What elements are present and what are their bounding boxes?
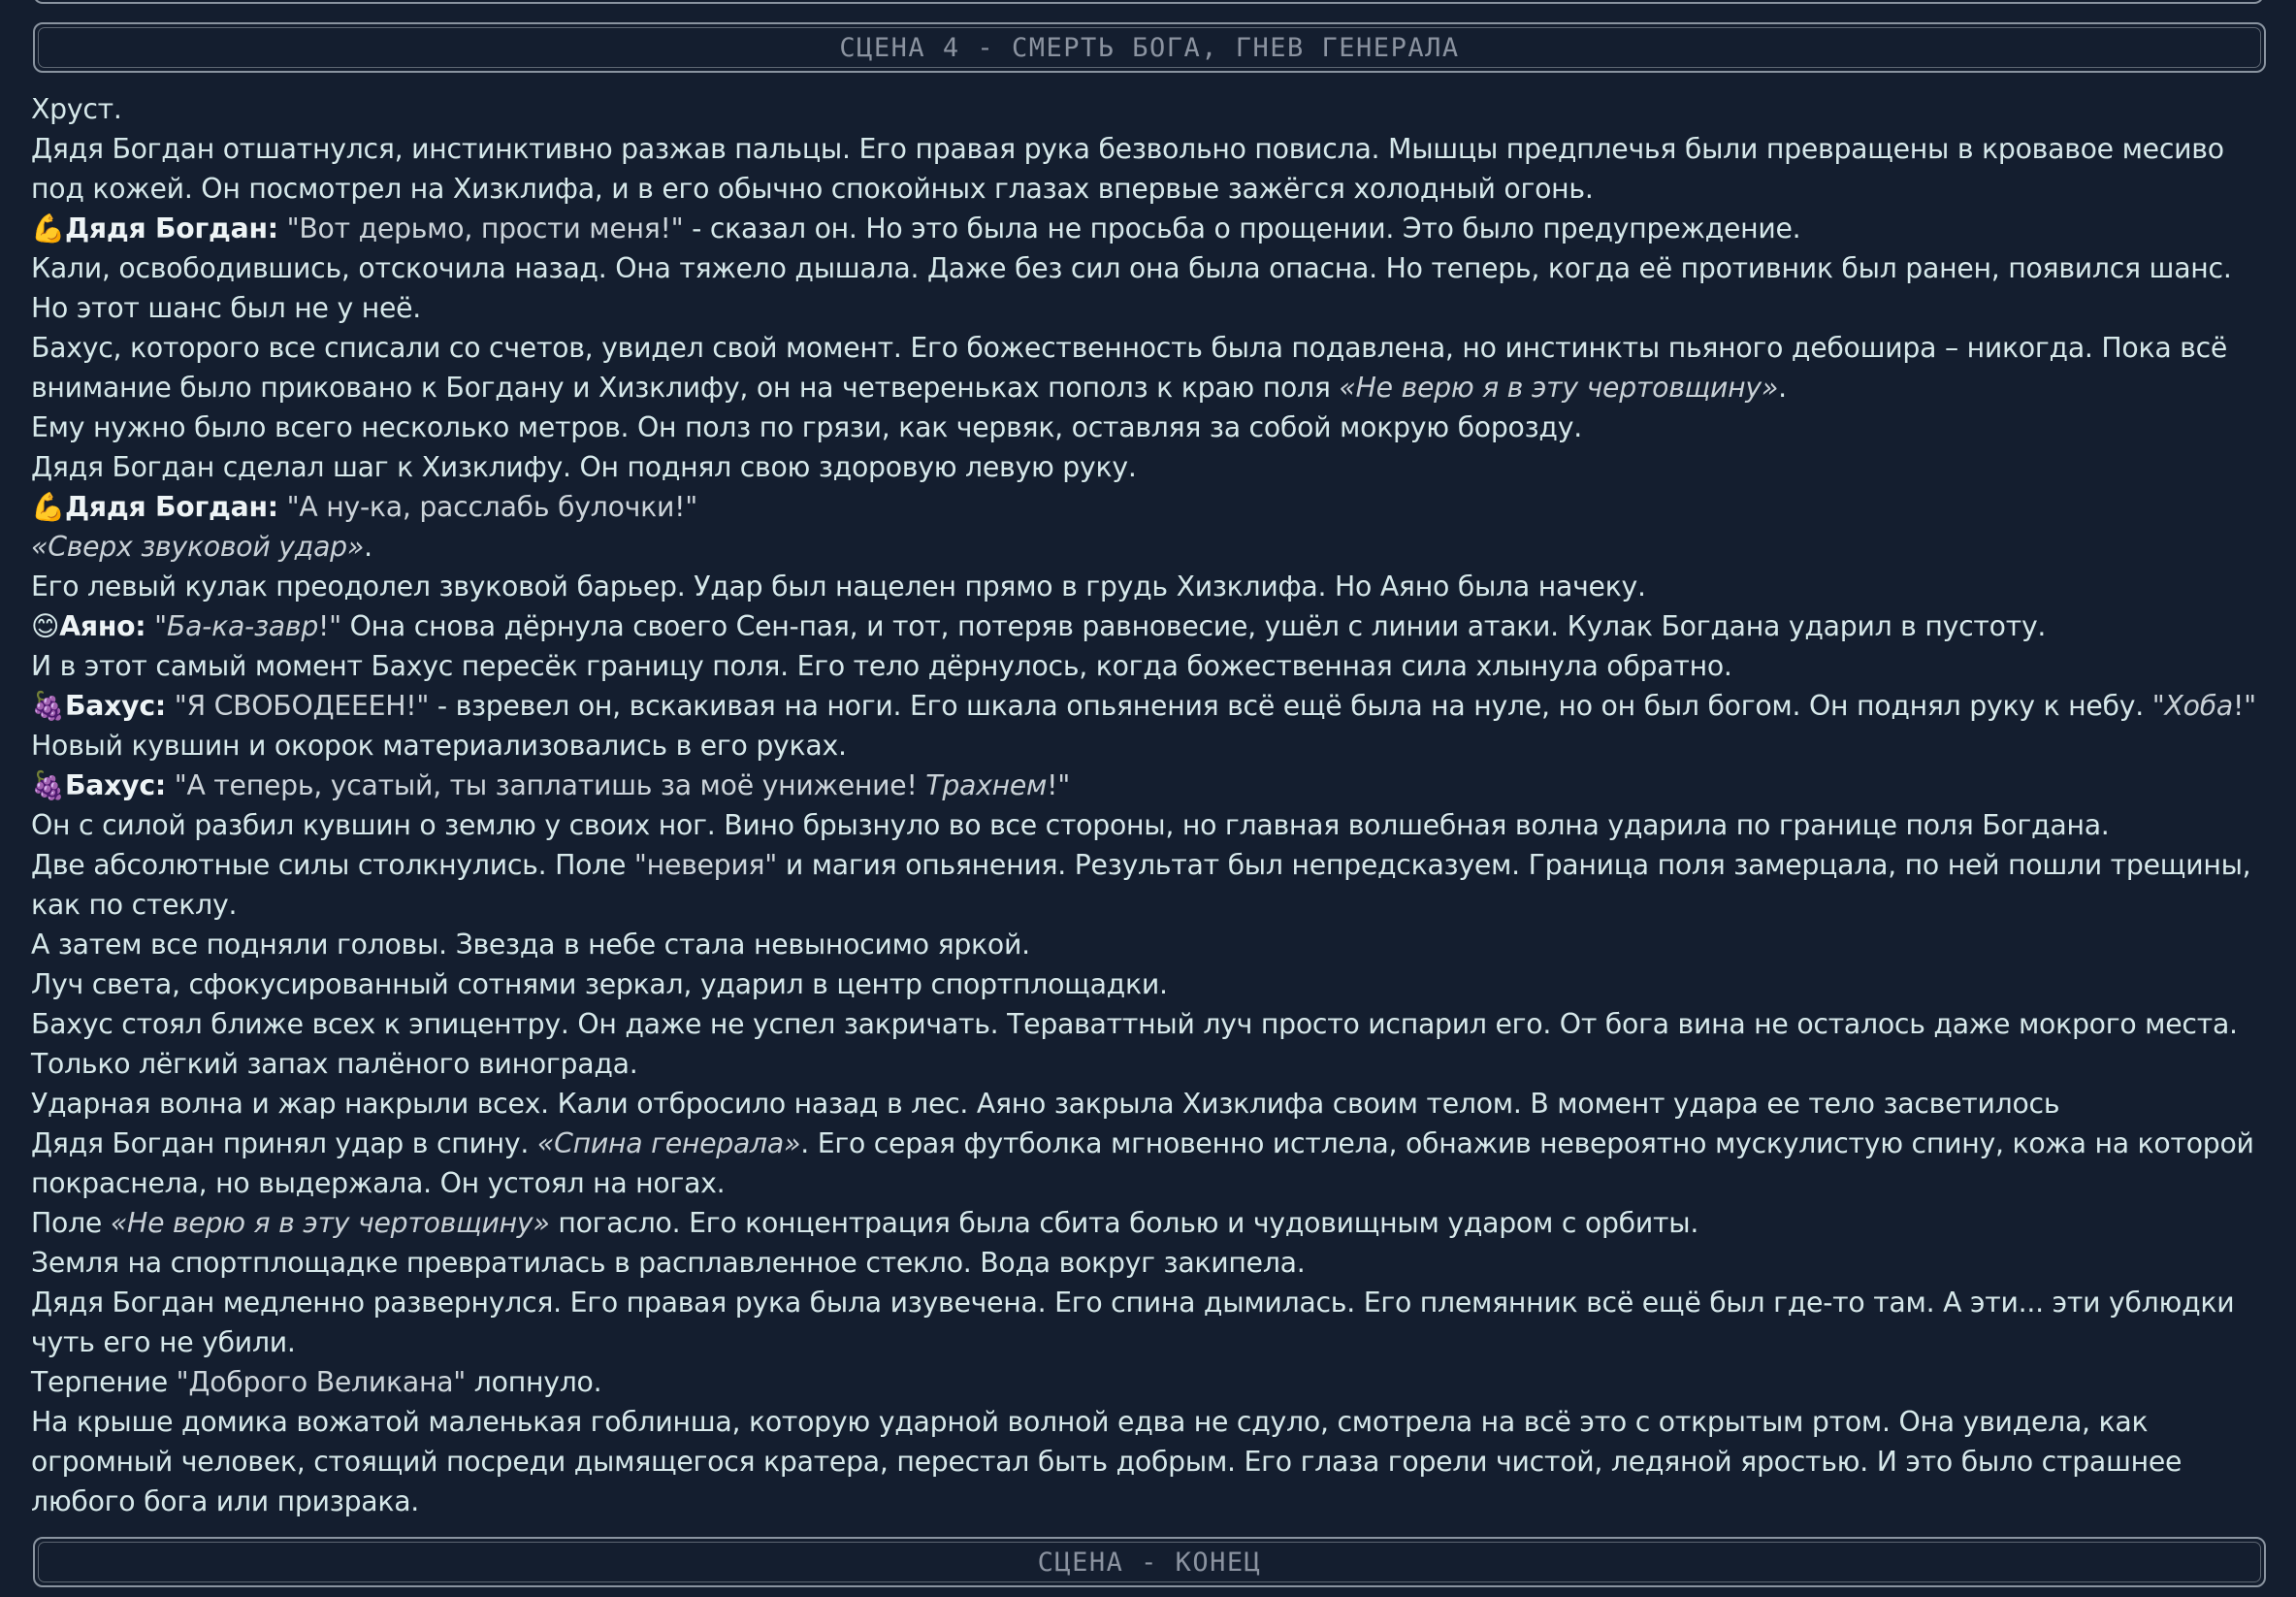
paragraph: И в этот самый момент Бахус пересёк границу поля. Его тело дёрнулось, когда божественная сила хлынула обратно. <box>31 650 1732 682</box>
quoted-term: "неверия" <box>633 849 778 881</box>
grapes-icon: 🍇 <box>31 690 65 722</box>
speech-italic: Ба-ка-завр <box>166 610 319 642</box>
paragraph: Он с силой разбил кувшин о землю у своих ног. Вино брызнуло во все стороны, но главная волшебная волна ударила по границе поля Богдана. <box>31 809 2110 841</box>
scene-title-banner <box>33 22 2266 73</box>
flexed-biceps-icon: 💪 <box>31 212 65 244</box>
narration: Поле <box>31 1207 111 1239</box>
paragraph <box>31 328 2272 407</box>
paragraph: Хруст. <box>31 93 122 125</box>
narration: . Его серая футболка мгновенно истлела, обнажив невероятно мускулистую спину, кожа на которой покраснела, но выдержала. Он устоял на ногах. <box>31 1127 2254 1199</box>
paragraph: Новый кувшин и окорок материализовались в его руках. <box>31 730 847 762</box>
narration: и магия опьянения. Результат был непредсказуем. Граница поля замерцала, по ней пошли трещины, как по стеклу. <box>31 849 2251 921</box>
narration: погасло. Его концентрация была сбита болью и чудовищным ударом с орбиты. <box>549 1207 1699 1239</box>
speech-quote-close: !" <box>1047 769 1070 801</box>
speech-quote-open: " <box>2151 690 2165 722</box>
narration: Бахус, которого все списали со счетов, увидел свой момент. Его божественность была подавлена, но инстинкты пьяного дебошира – никогда. Пока всё внимание было приковано к Богдану и Хизклифу, он на четвереньках пополз к краю поля <box>31 332 2228 404</box>
speaker-name: Аяно: <box>59 610 146 642</box>
paragraph: А затем все подняли головы. Звезда в небе стала невыносимо яркой. <box>31 929 1030 961</box>
speech-italic: Хоба <box>2164 690 2233 722</box>
smiling-face-icon: 😊 <box>31 610 60 642</box>
grapes-icon: 🍇 <box>31 769 65 801</box>
dialogue-line <box>31 766 2272 805</box>
narration: - сказал он. Но это была не просьба о прощении. Это было предупреждение. <box>683 212 1801 244</box>
speaker-name: Бахус: <box>64 769 166 801</box>
narration: . <box>1778 372 1787 404</box>
scene-title: СЦЕНА 4 - СМЕРТЬ БОГА, ГНЕВ ГЕНЕРАЛА <box>839 32 1460 63</box>
paragraph: Кали, освободившись, отскочила назад. Она тяжело дышала. Даже без сил она была опасна. Но теперь, когда её противник был ранен, появился шанс. <box>31 252 2232 284</box>
paragraph: Земля на спортплощадке превратилась в расплавленное стекло. Вода вокруг закипела. <box>31 1247 1306 1279</box>
dialogue-line <box>31 606 2272 646</box>
scene-end-title: СЦЕНА - КОНЕЦ <box>1037 1547 1262 1578</box>
technique-name: «Спина генерала» <box>536 1127 801 1159</box>
paragraph <box>31 1362 2272 1402</box>
narration: Дядя Богдан принял удар в спину. <box>31 1127 537 1159</box>
narration: - взревел он, вскакивая на ноги. Его шкала опьянения всё ещё была на нуле, но он был богом. Он поднял руку к небу. <box>429 690 2152 722</box>
paragraph <box>31 1124 2272 1203</box>
speech: "А теперь, усатый, ты заплатишь за моё унижение! <box>174 769 926 801</box>
narration: . <box>364 531 372 563</box>
paragraph: Ударная волна и жар накрыли всех. Кали отбросило назад в лес. Аяно закрыла Хизклифа своим телом. В момент удара ее тело засветилось <box>31 1088 2060 1120</box>
speech: "А ну-ка, расслабь булочки!" <box>286 491 697 523</box>
previous-block-edge <box>33 0 2264 4</box>
paragraph: Ему нужно было всего несколько метров. Он полз по грязи, как червяк, оставляя за собой мокрую борозду. <box>31 411 1582 443</box>
flexed-biceps-icon: 💪 <box>31 491 65 523</box>
paragraph: Бахус стоял ближе всех к эпицентру. Он даже не успел закричать. Тераваттный луч просто испарил его. От бога вина не осталось даже мокрого места. Только лёгкий запах палёного винограда. <box>31 1008 2238 1080</box>
technique-name: «Не верю я в эту чертовщину» <box>1339 372 1779 404</box>
quoted-term: "Доброго Великана" <box>176 1366 467 1398</box>
narration: Она снова дёрнула своего Сен-пая, и тот, потеряв равновесие, ушёл с линии атаки. Кулак Богдана ударил в пустоту. <box>340 610 2047 642</box>
speech: "Я СВОБОДЕЕЕН!" <box>174 690 430 722</box>
speech-quote-close: !" <box>318 610 341 642</box>
speech-quote-open: " <box>154 610 167 642</box>
paragraph: На крыше домика вожатой маленькая гоблинша, которую ударной волной едва не сдуло, смотрела на всё это с открытым ртом. Она увидела, как огромный человек, стоящий посреди дымящегося кратера, перестал быть добрым. Его глаза горели чистой, ледяной яростью. И это было страшнее любого бога или призрака. <box>31 1406 2183 1517</box>
technique-name: «Не верю я в эту чертовщину» <box>110 1207 550 1239</box>
dialogue-line <box>31 487 2272 527</box>
speaker-name: Дядя Богдан: <box>64 212 278 244</box>
paragraph: Но этот шанс был не у неё. <box>31 292 422 324</box>
speech-italic: Трахнем <box>925 769 1048 801</box>
paragraph: Дядя Богдан отшатнулся, инстинктивно разжав пальцы. Его правая рука безвольно повисла. Мышцы предплечья были превращены в кровавое месиво под кожей. Он посмотрел на Хизклифа, и в его обычно спокойных глазах впервые зажёгся холодный огонь. <box>31 133 2224 205</box>
scene-end-banner <box>33 1537 2266 1587</box>
dialogue-line <box>31 686 2272 726</box>
speech-quote-close: !" <box>2233 690 2256 722</box>
paragraph: Дядя Богдан медленно развернулся. Его правая рука была изувечена. Его спина дымилась. Его племянник всё ещё был где-то там. А эти... эти ублюдки чуть его не убили. <box>31 1287 2235 1358</box>
paragraph: Дядя Богдан сделал шаг к Хизклифу. Он поднял свою здоровую левую руку. <box>31 451 1137 483</box>
speaker-name: Бахус: <box>64 690 166 722</box>
technique-name: «Сверх звуковой удар» <box>31 531 365 563</box>
paragraph: Его левый кулак преодолел звуковой барьер. Удар был нацелен прямо в грудь Хизклифа. Но Аяно была начеку. <box>31 570 1646 603</box>
paragraph: Луч света, сфокусированный сотнями зеркал, ударил в центр спортплощадки. <box>31 968 1168 1000</box>
narration: Терпение <box>31 1366 177 1398</box>
narration: Две абсолютные силы столкнулись. Поле <box>31 849 634 881</box>
paragraph <box>31 845 2272 925</box>
dialogue-line <box>31 209 2272 248</box>
speaker-name: Дядя Богдан: <box>64 491 278 523</box>
speech: "Вот дерьмо, прости меня!" <box>286 212 684 244</box>
story-text <box>31 89 2272 1521</box>
narration: лопнуло. <box>466 1366 602 1398</box>
paragraph <box>31 1203 2272 1243</box>
paragraph <box>31 527 2272 567</box>
